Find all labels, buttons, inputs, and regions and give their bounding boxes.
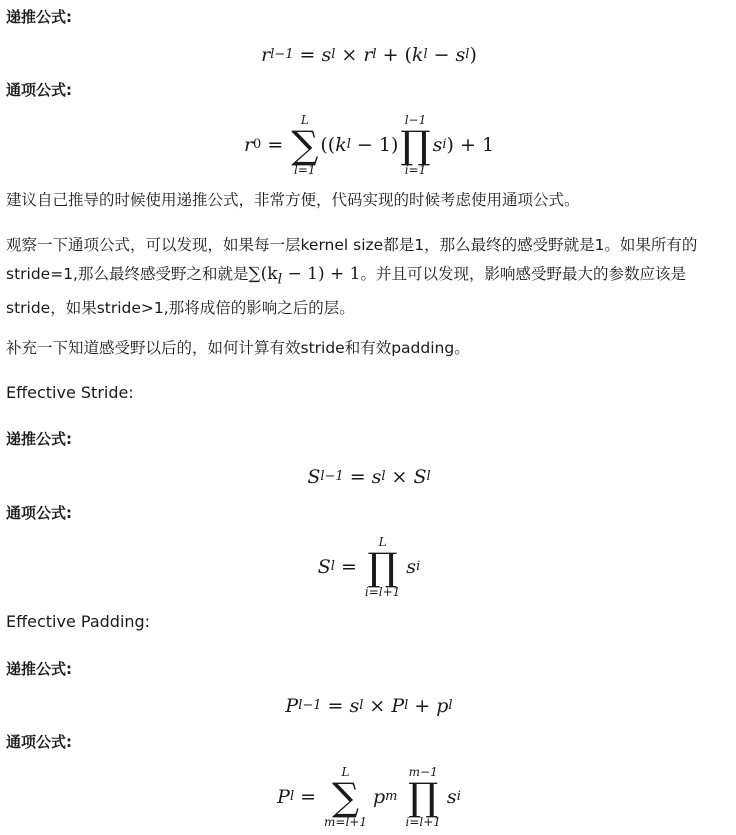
effective-padding-title: Effective Padding:	[6, 612, 151, 631]
padding-recursive-header: 递推公式:	[6, 660, 72, 678]
rf-general-header: 通项公式:	[6, 81, 72, 99]
padding-general-formula: P l = L ∑ m=l+1 p m m−1 ∏ i=l+1 s i	[277, 765, 461, 829]
stride-general-formula: S l = L ∏ i=l+1 s i	[317, 535, 421, 599]
inline-formula: $\sum(k_l - 1) + 1$	[248, 264, 361, 288]
supplement-paragraph: 补充一下知道感受野以后的，如何计算有效stride和有效padding。	[6, 339, 470, 357]
rf-general-formula: r 0 = L ∑ l=1 (( k l − 1) l−1 ∏ i=1 s i ) + 1	[243, 113, 495, 177]
padding-recursive-formula: P l−1 = s l × P l + p l	[285, 695, 453, 717]
sum-symbol: L ∑ m=l+1	[324, 765, 367, 829]
product-symbol: L ∏ i=l+1	[364, 535, 401, 599]
sum-symbol: L ∑ l=1	[291, 113, 319, 177]
effective-stride-title: Effective Stride:	[6, 383, 134, 402]
padding-general-header: 通项公式:	[6, 733, 72, 751]
observation-paragraph: 观察一下通项公式，可以发现，如果每一层kernel size都是1，那么最终的感受野就是1。如果所有的stride=1,那么最终感受野之和就是$\sum(k_l - 1) + 1$。并且可以发现，影响感受野最大的参数应该是stride，如果stride>1,那将成倍的影响之后的层。	[6, 236, 698, 318]
rf-recursive-header: 递推公式:	[6, 8, 72, 26]
stride-recursive-header: 递推公式:	[6, 430, 72, 448]
product-symbol: l−1 ∏ i=1	[400, 113, 431, 177]
product-symbol: m−1 ∏ i=l+1	[405, 765, 441, 829]
stride-recursive-formula: S l−1 = s l × S l	[307, 466, 431, 488]
rf-recursive-formula: r l−1 = s l × r l + ( k l − s l )	[261, 44, 477, 66]
stride-general-header: 通项公式:	[6, 504, 72, 522]
advice-paragraph: 建议自己推导的时候使用递推公式，非常方便，代码实现的时候考虑使用通项公式。	[6, 191, 580, 209]
